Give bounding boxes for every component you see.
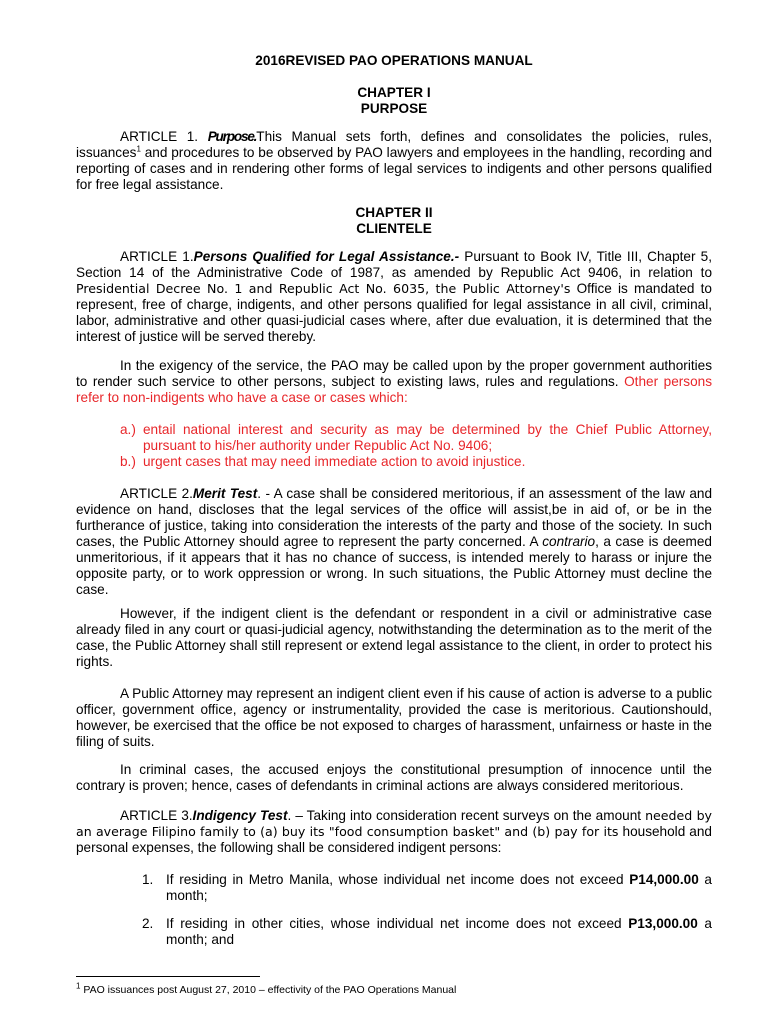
criminal-cases-paragraph: In criminal cases, the accused enjoys the constitutional presumption of innocence until the contrary is proven; hence, cases of defendants in criminal actions are always considered meritorious. xyxy=(76,762,712,793)
income-item-2: 2. If residing in other cities, whose individual net income does not exceed P13,000.00 a month; and xyxy=(142,916,712,947)
chapter-1-name: PURPOSE xyxy=(360,101,428,116)
article-2-merit-test: ARTICLE 2.Merit Test. - A case shall be considered meritorious, if an assessment of the law and evidence on hand, discloses that the legal services of the office will assist,be in aid of, or be in the furtherance of justice, taking into consideration the interests of the party and those of the society. In such cases, the Public Attorney should agree to represent the party concerned. A contrario, a case is deemed unmeritorious, if it appears that it has no chance of success, is intended merely to harass or injure the opposite party, or to work oppression or wrong. In such situations, the Public Attorney must decline the case. xyxy=(76,486,712,597)
article-1-purpose: ARTICLE 1. Purpose.This Manual sets forth, defines and consolidates the policies, rules, issuances$^1$ and procedures to be observed by PAO lawyers and employees in the handling, recording and reporting of cases and in rendering other forms of legal services to indigents and other persons qualified for free legal assistance. xyxy=(76,129,713,192)
footnote-ref: 1 xyxy=(136,144,141,154)
merit-test-term: Merit Test xyxy=(192,486,258,501)
purpose-term: Purpose. xyxy=(207,129,257,144)
other-persons-note: Other persons refer to non-indigents who have a case or cases which: xyxy=(76,374,712,405)
footnote-divider xyxy=(76,976,260,977)
document-title: 2016REVISED PAO OPERATIONS MANUAL xyxy=(255,53,533,68)
indigency-test-term: Indigency Test xyxy=(192,808,288,823)
chapter-1-label: CHAPTER I xyxy=(357,85,431,100)
however-paragraph: However, if the indigent client is the defendant or respondent in a civil or administrative case already filed in any court or quasi-judicial agency, notwithstanding the determination as to the merit of the case, the Public Attorney shall still represent or extend legal assistance to the client, in order to protect his rights. xyxy=(76,606,712,669)
exigency-paragraph: In the exigency of the service, the PAO may be called upon by the proper government authorities to render such service to other persons, subject to existing laws, rules and regulations. Other persons refer to non-indigents who have a case or cases which: xyxy=(76,358,712,405)
footnote: $^1$ PAO issuances post August 27, 2010 – effectivity of the PAO Operations Manual xyxy=(76,981,457,996)
article-1-clientele: ARTICLE 1.Persons Qualified for Legal Assistance.- Pursuant to Book IV, Title III, Chapter 5, Section 14 of the Administrative Code of 1987, as amended by Republic Act 9406, in relation to Presidential Decree No. 1 and Republic Act No. 6035, the Public Attorney's Office is mandated to represent, free of charge, indigents, and other persons qualified for legal assistance in all civil, criminal, labor, administrative and other quasi-judicial cases where, after due evaluation, it is determined that the interest of justice will be served thereby. xyxy=(76,249,712,344)
persons-qualified-term: Persons Qualified for Legal Assistance.- xyxy=(193,249,460,264)
article-3-indigency-test: ARTICLE 3.Indigency Test. – Taking into consideration recent surveys on the amount needed by an average Filipino family to (a) buy its "food consumption basket" and (b) pay for its household and personal expenses, the following shall be considered indigent persons: xyxy=(76,808,713,855)
income-item-1: 1. If residing in Metro Manila, whose individual net income does not exceed P14,000.00 a month; xyxy=(142,872,712,903)
list-item-a: a.) entail national interest and security as may be determined by the Chief Public Attorney, pursuant to his/her authority under Republic Act No. 9406; xyxy=(120,422,712,453)
chapter-2-name: CLIENTELE xyxy=(356,221,432,236)
list-item-b: b.) urgent cases that may need immediate action to avoid injustice. xyxy=(120,454,526,469)
chapter-2-label: CHAPTER II xyxy=(355,205,433,220)
public-attorney-paragraph: A Public Attorney may represent an indigent client even if his cause of action is adverse to a public officer, government office, agency or instrumentality, provided the case is meritorious. Cautionshould, however, be exercised that the office be not exposed to charges of harassment, unfairness or haste in the filing of suits. xyxy=(76,686,712,749)
